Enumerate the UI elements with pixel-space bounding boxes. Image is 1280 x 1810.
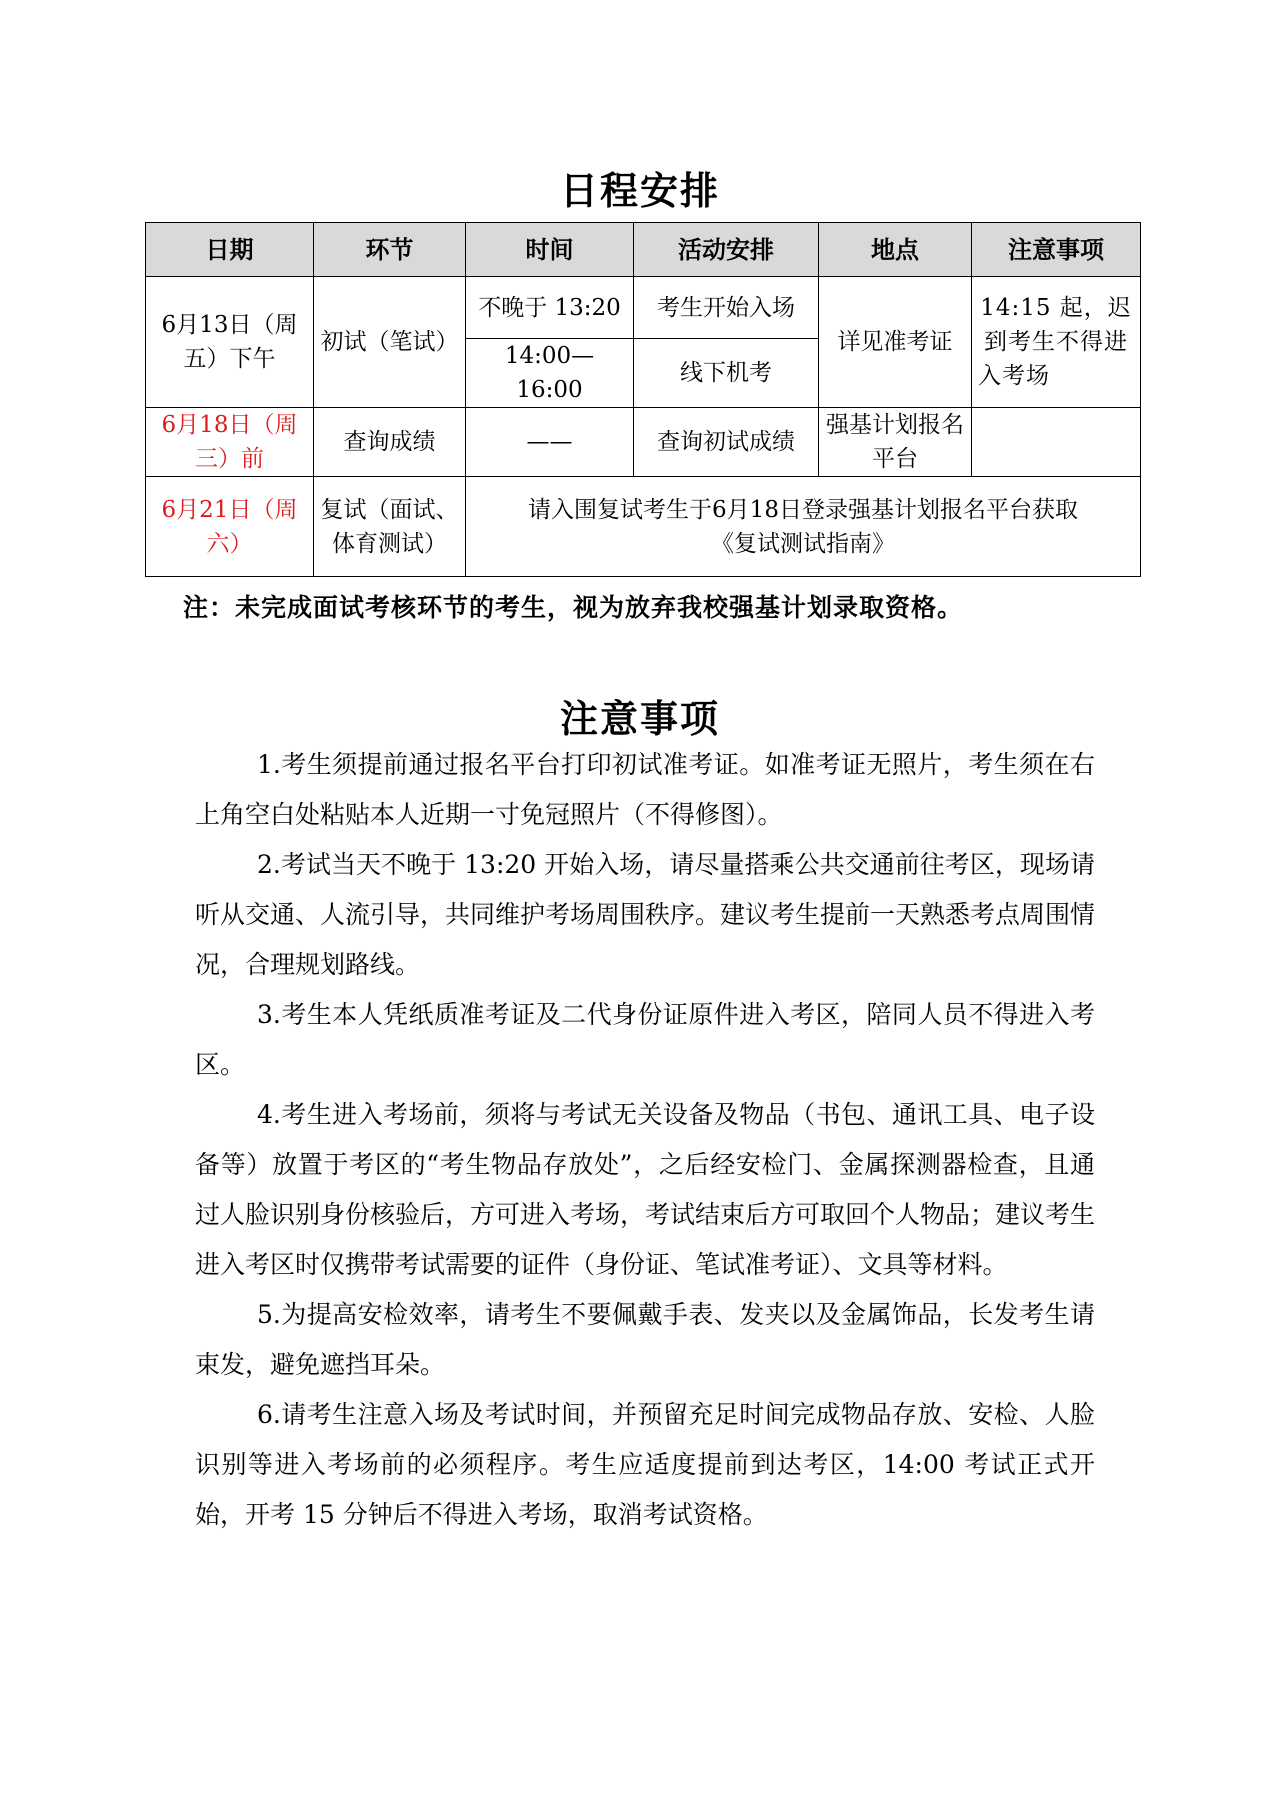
notices-title: 注意事项 [559, 696, 720, 741]
notice-item-1: 1.考生须提前通过报名平台打印初试准考证。如准考证无照片，考生须在右上角空白处粘贴本人近期一寸免冠照片（不得修图）。 [195, 750, 1095, 829]
row2-time: —— [466, 408, 634, 477]
schedule-footnote: 注：未完成面试考核环节的考生，视为放弃我校强基计划录取资格。 [183, 593, 964, 622]
row2-notice [972, 408, 1141, 477]
notice-item-2: 2.考试当天不晚于 13:20 开始入场，请尽量搭乘公共交通前往考区，现场请听从交通、人流引导，共同维护考场周围秩序。建议考生提前一天熟悉考点周围情况，合理规划路线。 [195, 850, 1096, 979]
header-date: 日期 [146, 223, 314, 277]
header-location: 地点 [819, 223, 972, 277]
row3-stage: 复试（面试、体育测试） [314, 477, 466, 577]
row1-time-b: 14:00—16:00 [466, 339, 634, 408]
row1-notice: 14:15 起，迟到考生不得进入考场 [972, 277, 1141, 408]
row2-stage: 查询成绩 [314, 408, 466, 477]
table-row [146, 477, 1141, 577]
row2-activity: 查询初试成绩 [634, 408, 819, 477]
table-row [146, 408, 1141, 477]
row1-activity-b: 线下机考 [634, 339, 819, 408]
schedule-title: 日程安排 [559, 168, 720, 213]
header-stage: 环节 [314, 223, 466, 277]
row3-merged-note: 请入围复试考生于6月18日登录强基计划报名平台获取《复试测试指南》 [466, 477, 1141, 577]
table-row [146, 277, 1141, 339]
table-header-row [146, 223, 1141, 277]
notices-list [195, 740, 1095, 1540]
row1-stage: 初试（笔试） [314, 277, 466, 408]
header-time: 时间 [466, 223, 634, 277]
header-notice: 注意事项 [972, 223, 1141, 277]
row3-date: 6月21日（周六） [146, 477, 314, 577]
row1-time-a: 不晚于 13:20 [466, 277, 634, 339]
notice-item-5: 5.为提高安检效率，请考生不要佩戴手表、发夹以及金属饰品，长发考生请束发，避免遮挡耳朵。 [195, 1300, 1095, 1379]
row2-date: 6月18日（周三）前 [146, 408, 314, 477]
header-activity: 活动安排 [634, 223, 819, 277]
notice-item-4: 4.考生进入考场前，须将与考试无关设备及物品（书包、通讯工具、电子设备等）放置于考区的“考生物品存放处”，之后经安检门、金属探测器检查，且通过人脸识别身份核验后，方可进入考场，考试结束后方可取回个人物品；建议考生进入考区时仅携带考试需要的证件（身份证、笔试准考证）、文具等材料。 [195, 1100, 1096, 1279]
row1-date: 6月13日（周五）下午 [146, 277, 314, 408]
notice-item-3: 3.考生本人凭纸质准考证及二代身份证原件进入考区，陪同人员不得进入考区。 [195, 1000, 1095, 1079]
row1-activity-a: 考生开始入场 [634, 277, 819, 339]
row2-location: 强基计划报名平台 [819, 408, 972, 477]
schedule-table [145, 222, 1141, 577]
row1-location: 详见准考证 [819, 277, 972, 408]
notice-item-6: 6.请考生注意入场及考试时间，并预留充足时间完成物品存放、安检、人脸识别等进入考场前的必须程序。考生应适度提前到达考区，14:00 考试正式开始，开考 15 分钟后不得进入考场，取消考试资格。 [195, 1400, 1095, 1529]
